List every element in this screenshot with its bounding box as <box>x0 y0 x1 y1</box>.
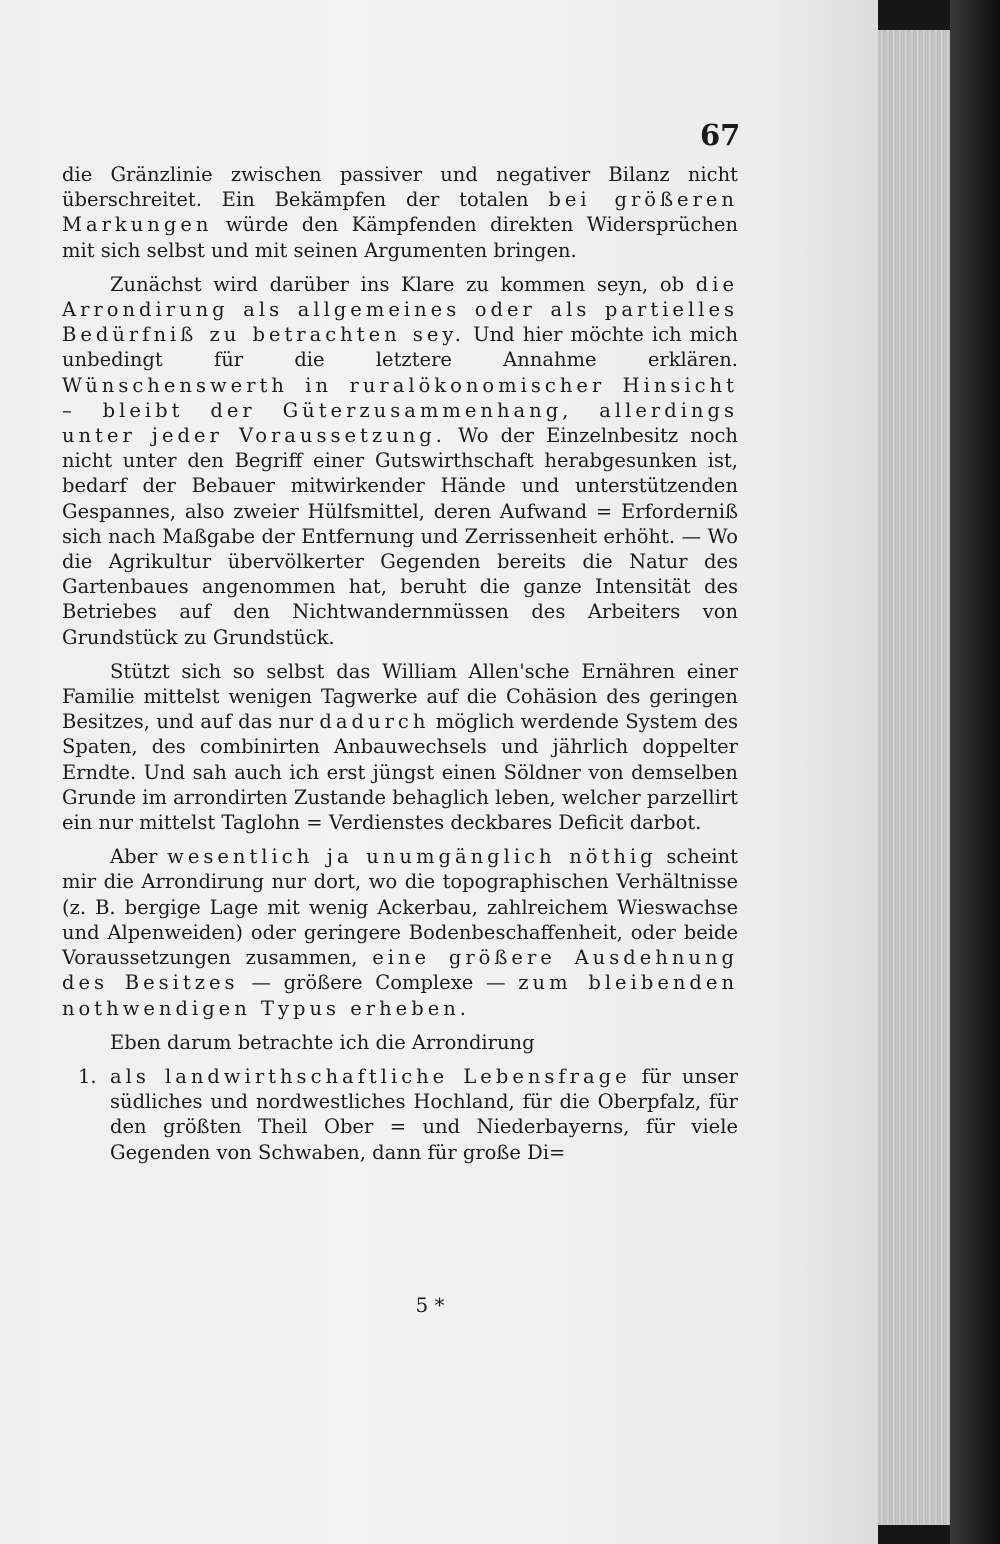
numbered-item-1 <box>62 1064 738 1165</box>
list-item-text <box>110 1064 738 1165</box>
text-segment: für unser südliches und nordwestliches Hochland, für die Oberpfalz, für den größten Theil Ober = und Niederbayerns, für viele Gegenden von Schwaben, dann für große Di= <box>110 1064 738 1164</box>
spaced-text: wesentlich ja unumgänglich nöthig <box>167 845 657 869</box>
spaced-text: bei größeren Markungen <box>62 188 738 237</box>
page-body <box>62 162 738 1165</box>
text-segment: Zunächst wird darüber ins Klare zu kommen seyn, ob <box>110 272 696 296</box>
page-edge-stack <box>878 30 950 1525</box>
paragraph-5 <box>62 1030 738 1055</box>
book-edge-shadow <box>950 0 1000 1544</box>
text-segment: Wo der Einzelnbesitz noch nicht unter den Begriff einer Gutswirthschaft herabgesunken ist, bedarf der Bebauer mitwirkender Hände und unterstützenden Gespannes, also zweier Hülfsmittel, deren Aufwand = Erforderniß sich nach Maßgabe der Entfernung und Zerrissenheit erhöht. — Wo die Agrikultur übervölkerter Gegenden bereits die Natur des Gartenbaues angenommen hat, beruht die ganze Intensität des Betriebes auf den Nichtwandernmüssen des Arbeiters von Grundstück zu Grundstück. <box>62 424 738 649</box>
text-segment: möglich werdende System des Spaten, des combinirten Anbauwechsels und jährlich doppelter Erndte. Und sah auch ich erst jüngst einen Söldner von demselben Grunde im arrondirten Zustande behaglich leben, welcher parzellirt ein nur mittelst Taglohn = Verdienstes deckbares Deficit darbot. <box>62 710 738 835</box>
text-segment: — größere Complexe — <box>238 971 519 995</box>
text-segment: Eben darum betrachte ich die Arrondirung <box>110 1030 535 1054</box>
spaced-text: die Arrondirung als allgemeines oder als partielles Bedürfniß zu betrachten sey. <box>62 272 738 347</box>
text-segment: scheint mir die Arrondirung nur dort, wo die topographischen Verhältnisse (z. B. bergige Lage mit wenig Ackerbau, zahlreichem Wieswachse und Alpenweiden) oder geringere Bodenbeschaffenheit, oder beide Voraussetzungen zusammen, <box>62 845 739 970</box>
text-segment: die Gränzlinie zwischen passiver und negativer Bilanz nicht überschreitet. Ein Bekämpfen der totalen <box>62 163 738 212</box>
spaced-text: als landwirthschaftliche Lebensfrage <box>110 1064 631 1088</box>
list-number: 1. <box>78 1064 97 1088</box>
spaced-text: dadurch <box>319 710 430 734</box>
signature-mark: 5 * <box>415 1293 445 1317</box>
text-segment: würde den Kämpfenden direkten Widersprüchen mit sich selbst und mit seinen Argumenten bringen. <box>62 213 738 262</box>
paragraph-3 <box>62 659 738 835</box>
text-segment: Aber <box>110 845 168 869</box>
spaced-text: zum bleibenden nothwendigen Typus erheben. <box>62 971 739 1020</box>
paragraph-4 <box>62 844 738 1020</box>
text-segment: Und hier möchte ich mich unbedingt für die letztere Annahme erklären. <box>62 323 739 372</box>
spaced-text: Wünschenswerth in ruralökonomischer Hinsicht – bleibt der Güterzusammenhang, allerdings unter jeder Voraussetzung. <box>62 373 738 448</box>
paragraph-1 <box>62 162 738 263</box>
paragraph-2 <box>62 272 738 650</box>
page-number: 67 <box>700 118 741 152</box>
spaced-text: eine größere Ausdehnung des Besitzes <box>62 946 738 995</box>
text-segment: Stützt sich so selbst das William Allen'sche Ernähren einer Familie mittelst wenigen Tagwerke auf die Cohäsion des geringen Besitzes, und auf das nur <box>62 659 738 734</box>
